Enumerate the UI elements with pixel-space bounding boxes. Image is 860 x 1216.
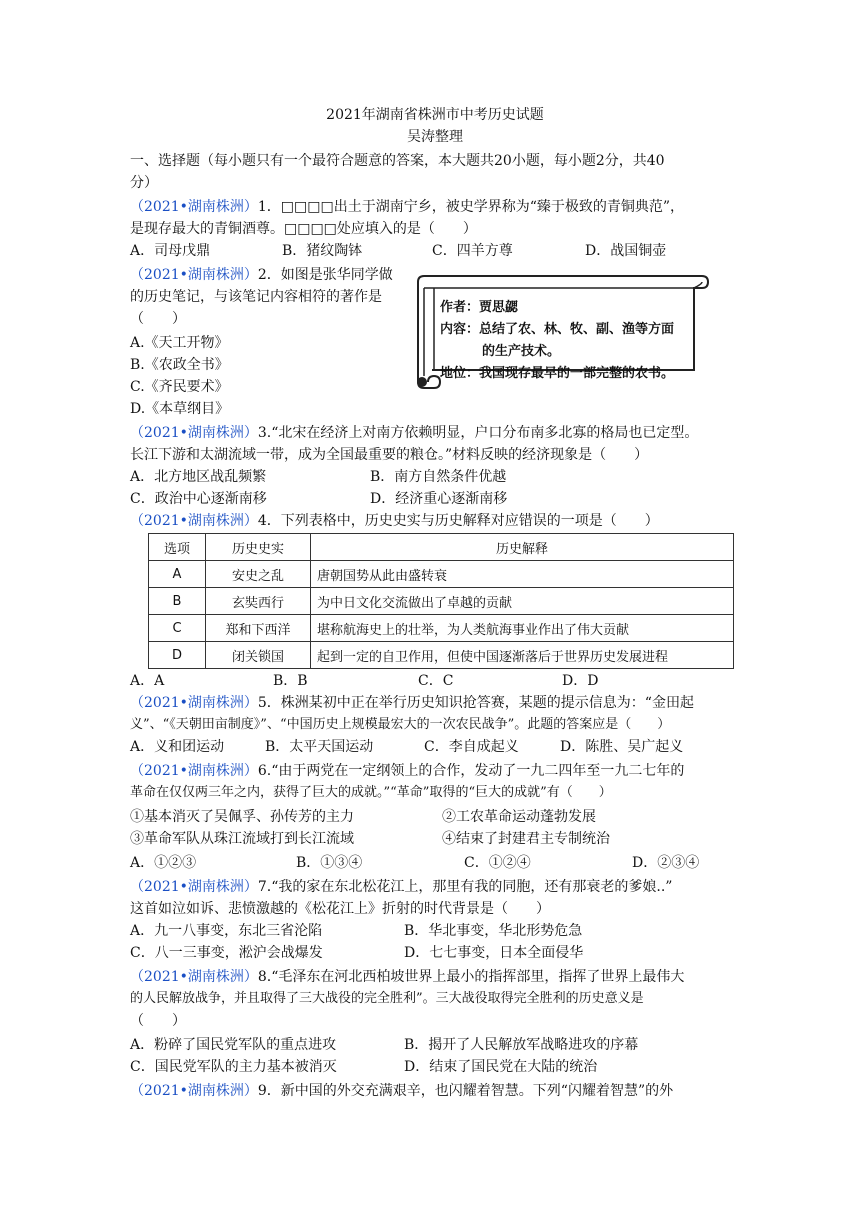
history-note-scroll	[410, 270, 710, 392]
q7-option-c: C．八一三事变，淞沪会战爆发	[130, 945, 323, 961]
exam-title: 2021年湖南省株洲市中考历史试题	[326, 107, 544, 123]
history-table	[148, 533, 734, 669]
table-cell: B	[149, 588, 206, 615]
q4-option-d: D．D	[562, 673, 599, 689]
question-6: （2021•湖南株洲）6.“由于两党在一定纲领上的合作，发动了一九二四年至一九二七年的	[130, 763, 685, 779]
q1-option-b: B．猪纹陶钵	[282, 243, 363, 259]
question-3-cont: 长江下游和太湖流域一带，成为全国最重要的粮仓。”材料反映的经济现象是（ ）	[130, 447, 649, 463]
q4-option-a: A．A	[130, 673, 165, 689]
q2-option-a: A.《天工开物》	[130, 335, 229, 351]
table-row	[149, 561, 734, 588]
question-7: （2021•湖南株洲）7.“我的家在东北松花江上，那里有我的同胞，还有那衰老的爹娘..”	[130, 879, 673, 895]
q5-option-c: C．李自成起义	[424, 739, 519, 755]
table-cell: 玄奘西行	[206, 588, 311, 615]
table-cell: A	[149, 561, 206, 588]
q7-option-b: B．华北事变，华北形势危急	[404, 923, 583, 939]
q6-option-a: A．①②③	[130, 855, 197, 871]
note-author: 作者：贾思勰	[440, 300, 519, 315]
question-4: （2021•湖南株洲）4．下列表格中，历史史实与历史解释对应错误的一项是（ ）	[130, 513, 659, 529]
table-row	[149, 642, 734, 669]
question-1: （2021•湖南株洲）1．□□□□出土于湖南宁乡，被史学界称为“臻于极致的青铜典范”，	[130, 199, 685, 215]
q2-option-d: D.《本草纲目》	[130, 401, 230, 417]
table-cell: 起到一定的自卫作用，但使中国逐渐落后于世界历史发展进程	[311, 642, 734, 669]
q3-option-c: C．政治中心逐渐南移	[130, 491, 267, 507]
table-header-row	[149, 534, 734, 561]
table-cell: 堪称航海史上的壮举，为人类航海事业作出了伟大贡献	[311, 615, 734, 642]
q3-option-a: A．北方地区战乱频繁	[130, 469, 267, 485]
section-heading-cont: 分）	[130, 175, 158, 191]
question-source: （2021•湖南株洲）	[130, 879, 258, 895]
question-8-paren: （ ）	[130, 1013, 186, 1029]
q8-option-c: C．国民党军队的主力基本被消灭	[130, 1059, 337, 1075]
section-heading: 一、选择题（每小题只有一个最符合题意的答案，本大题共20小题，每小题2分，共40	[130, 153, 665, 169]
question-7-cont: 这首如泣如诉、悲愤激越的《松花江上》折射的时代背景是（ ）	[130, 901, 550, 917]
question-5-cont: 义”、“《天朝田亩制度》”、“中国历史上规模最宏大的一次农民战争”。此题的答案应是（ ）	[130, 717, 671, 732]
question-5: （2021•湖南株洲）5．株洲某初中正在举行历史知识抢答赛，某题的提示信息为：“金田起	[130, 695, 694, 711]
q6-item-2: ②工农革命运动蓬勃发展	[442, 809, 596, 825]
question-source: （2021•湖南株洲）	[130, 267, 258, 283]
q2-option-b: B.《农政全书》	[130, 357, 229, 373]
q3-option-d: D．经济重心逐渐南移	[370, 491, 508, 507]
q6-item-3: ③革命军队从珠江流域打到长江流域	[130, 831, 354, 847]
q2-option-c: C.《齐民要术》	[130, 379, 229, 395]
table-cell: 安史之乱	[206, 561, 311, 588]
q4-option-c: C．C	[418, 673, 454, 689]
question-source: （2021•湖南株洲）	[130, 695, 258, 711]
table-row	[149, 588, 734, 615]
q8-option-b: B．揭开了人民解放军战略进攻的序幕	[404, 1037, 639, 1053]
question-9: （2021•湖南株洲）9．新中国的外交充满艰辛，也闪耀着智慧。下列“闪耀着智慧”的外	[130, 1083, 674, 1099]
note-content: 内容：总结了农、林、牧、副、渔等方面	[440, 322, 675, 337]
q6-option-c: C．①②④	[464, 855, 531, 871]
q1-option-d: D．战国铜壶	[585, 243, 667, 259]
table-cell: 唐朝国势从此由盛转衰	[311, 561, 734, 588]
question-source: （2021•湖南株洲）	[130, 763, 258, 779]
table-header: 历史史实	[206, 534, 311, 561]
note-content-cont: 的生产技术。	[482, 344, 561, 359]
q7-option-a: A．九一八事变，东北三省沦陷	[130, 923, 323, 939]
question-2-paren: （ ）	[130, 311, 186, 327]
table-cell: C	[149, 615, 206, 642]
q6-option-d: D．②③④	[632, 855, 700, 871]
question-2-cont: 的历史笔记，与该笔记内容相符的著作是	[130, 289, 382, 305]
question-2: （2021•湖南株洲）2．如图是张华同学做	[130, 267, 393, 283]
q6-item-1: ①基本消灭了吴佩孚、孙传芳的主力	[130, 809, 354, 825]
question-1-cont: 是现存最大的青铜酒尊。□□□□处应填入的是（ ）	[130, 221, 477, 237]
question-8: （2021•湖南株洲）8.“毛泽东在河北西柏坡世界上最小的指挥部里，指挥了世界上最伟大	[130, 969, 685, 985]
q8-option-d: D．结束了国民党在大陆的统治	[404, 1059, 598, 1075]
q5-option-a: A．义和团运动	[130, 739, 225, 755]
q1-option-a: A．司母戊鼎	[130, 243, 211, 259]
q7-option-d: D．七七事变，日本全面侵华	[404, 945, 584, 961]
question-source: （2021•湖南株洲）	[130, 199, 258, 215]
table-cell: D	[149, 642, 206, 669]
question-source: （2021•湖南株洲）	[130, 969, 258, 985]
question-8-cont: 的人民解放战争，并且取得了三大战役的完全胜利”。三大战役取得完全胜利的历史意义是	[130, 991, 644, 1006]
question-3: （2021•湖南株洲）3.“北宋在经济上对南方依赖明显，户口分布南多北寡的格局也已定型。	[130, 425, 699, 441]
q8-option-a: A．粉碎了国民党军队的重点进攻	[130, 1037, 337, 1053]
q1-option-c: C．四羊方尊	[432, 243, 513, 259]
q5-option-b: B．太平天国运动	[265, 739, 374, 755]
question-6-cont: 革命在仅仅两三年之内，获得了巨大的成就。”“革命”取得的“巨大的成就”有（ ）	[130, 785, 612, 800]
note-status: 地位：我国现存最早的一部完整的农书。	[440, 366, 675, 381]
question-source: （2021•湖南株洲）	[130, 1083, 258, 1099]
q6-option-b: B．①③④	[296, 855, 363, 871]
table-header: 选项	[149, 534, 206, 561]
table-cell: 为中日文化交流做出了卓越的贡献	[311, 588, 734, 615]
question-source: （2021•湖南株洲）	[130, 425, 258, 441]
question-source: （2021•湖南株洲）	[130, 513, 258, 529]
table-row	[149, 615, 734, 642]
table-cell: 闭关锁国	[206, 642, 311, 669]
q3-option-b: B．南方自然条件优越	[370, 469, 507, 485]
table-header: 历史解释	[311, 534, 734, 561]
q4-option-b: B．B	[273, 673, 308, 689]
table-cell: 郑和下西洋	[206, 615, 311, 642]
q5-option-d: D．陈胜、吴广起义	[560, 739, 684, 755]
q6-item-4: ④结束了封建君主专制统治	[442, 831, 610, 847]
exam-author: 吴涛整理	[407, 129, 463, 145]
